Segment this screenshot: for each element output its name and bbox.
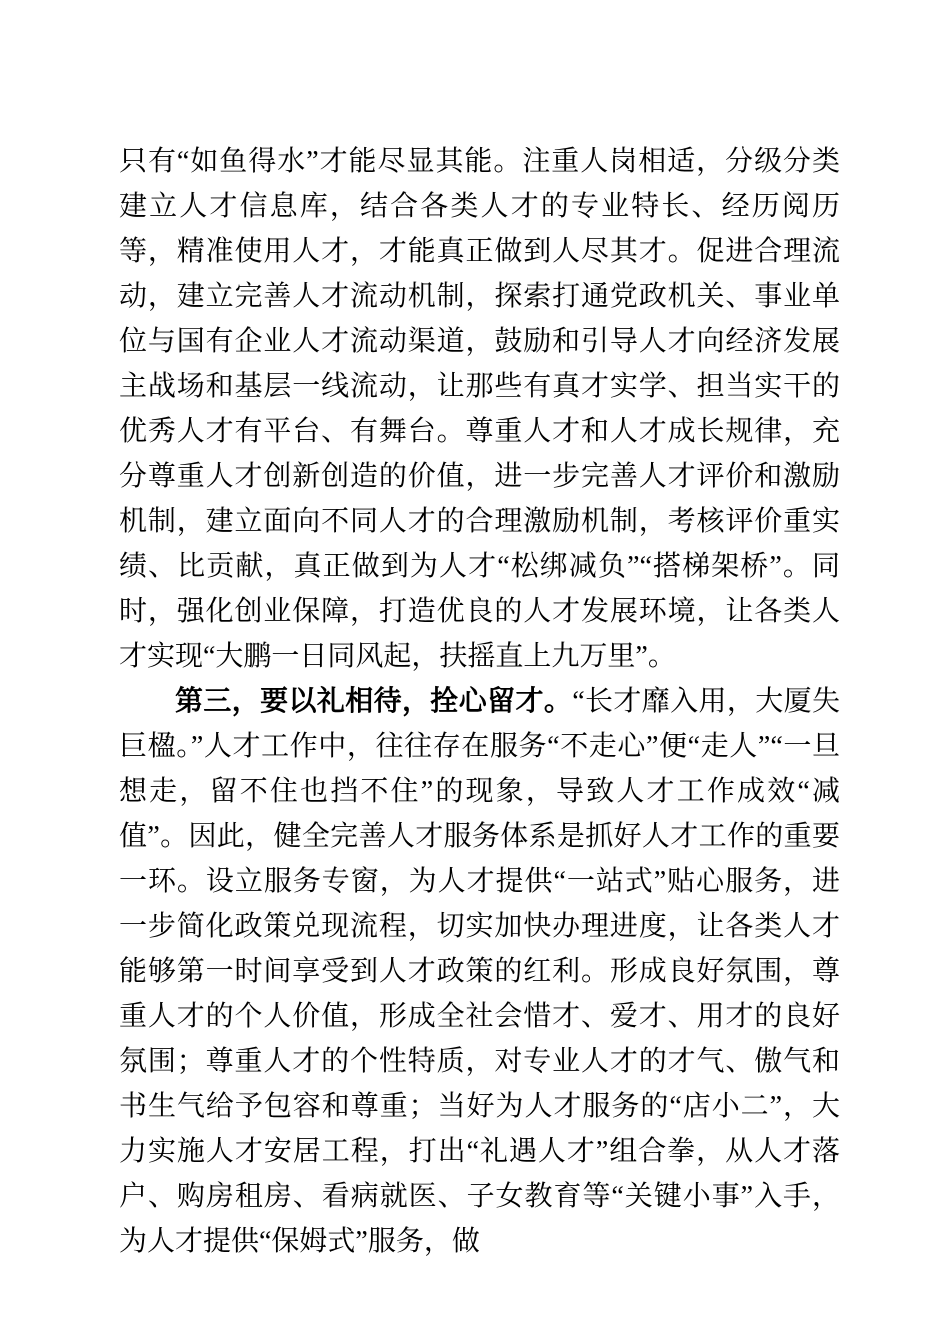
body-text-segment: 只有“如鱼得水”才能尽显其能。注重人岗相适，分级分类建立人才信息库，结合各类人才的专业特长、经历阅历等，精准使用人才，才能真正做到人尽其才。促进合理流动，建立完善人才流动机制，探索打通党政机关、事业单位与国有企业人才流动渠道，鼓励和引导人才向经济发展主战场和基层一线流动，让那些有真才实学、担当实干的优秀人才有平台、有舞台。尊重人才和人才成长规律，充分尊重人才创新创造的价值，进一步完善人才评价和激励机制，建立面向不同人才的合理激励机制，考核评价重实绩、比贡献，真正做到为人才“松绑减负”“搭梯架桥”。同时，强化创业保障，打造优良的人才发展环境，让各类人才实现“大鹏一日同风起，扶摇直上九万里”。 — [119, 146, 840, 672]
body-text-segment: “长才靡入用，大厦失巨楹。”人才工作中，往往存在服务“不走心”便“走人”“一旦想走，留不住也挡不住”的现象，导致人才工作成效“减值”。因此，健全完善人才服务体系是抓好人才工作的重要一环。设立服务专窗，为人才提供“一站式”贴心服务，进一步简化政策兑现流程，切实加快办理进度，让各类人才能够第一时间享受到人才政策的红利。形成良好氛围，尊重人才的个人价值，形成全社会惜才、爱才、用才的良好氛围；尊重人才的个性特质，对专业人才的才气、傲气和书生气给予包容和尊重；当好为人才服务的“店小二”，大力实施人才安居工程，打出“礼遇人才”组合拳，从人才落户、购房租房、看病就医、子女教育等“关键小事”入手，为人才提供“保姆式”服务，做 — [119, 686, 840, 1257]
document-text-body — [119, 139, 840, 1264]
paragraph-1 — [119, 139, 840, 679]
bold-lead-text: 第三，要以礼相待，拴心留才。 — [175, 686, 573, 717]
paragraph-2 — [119, 679, 840, 1264]
